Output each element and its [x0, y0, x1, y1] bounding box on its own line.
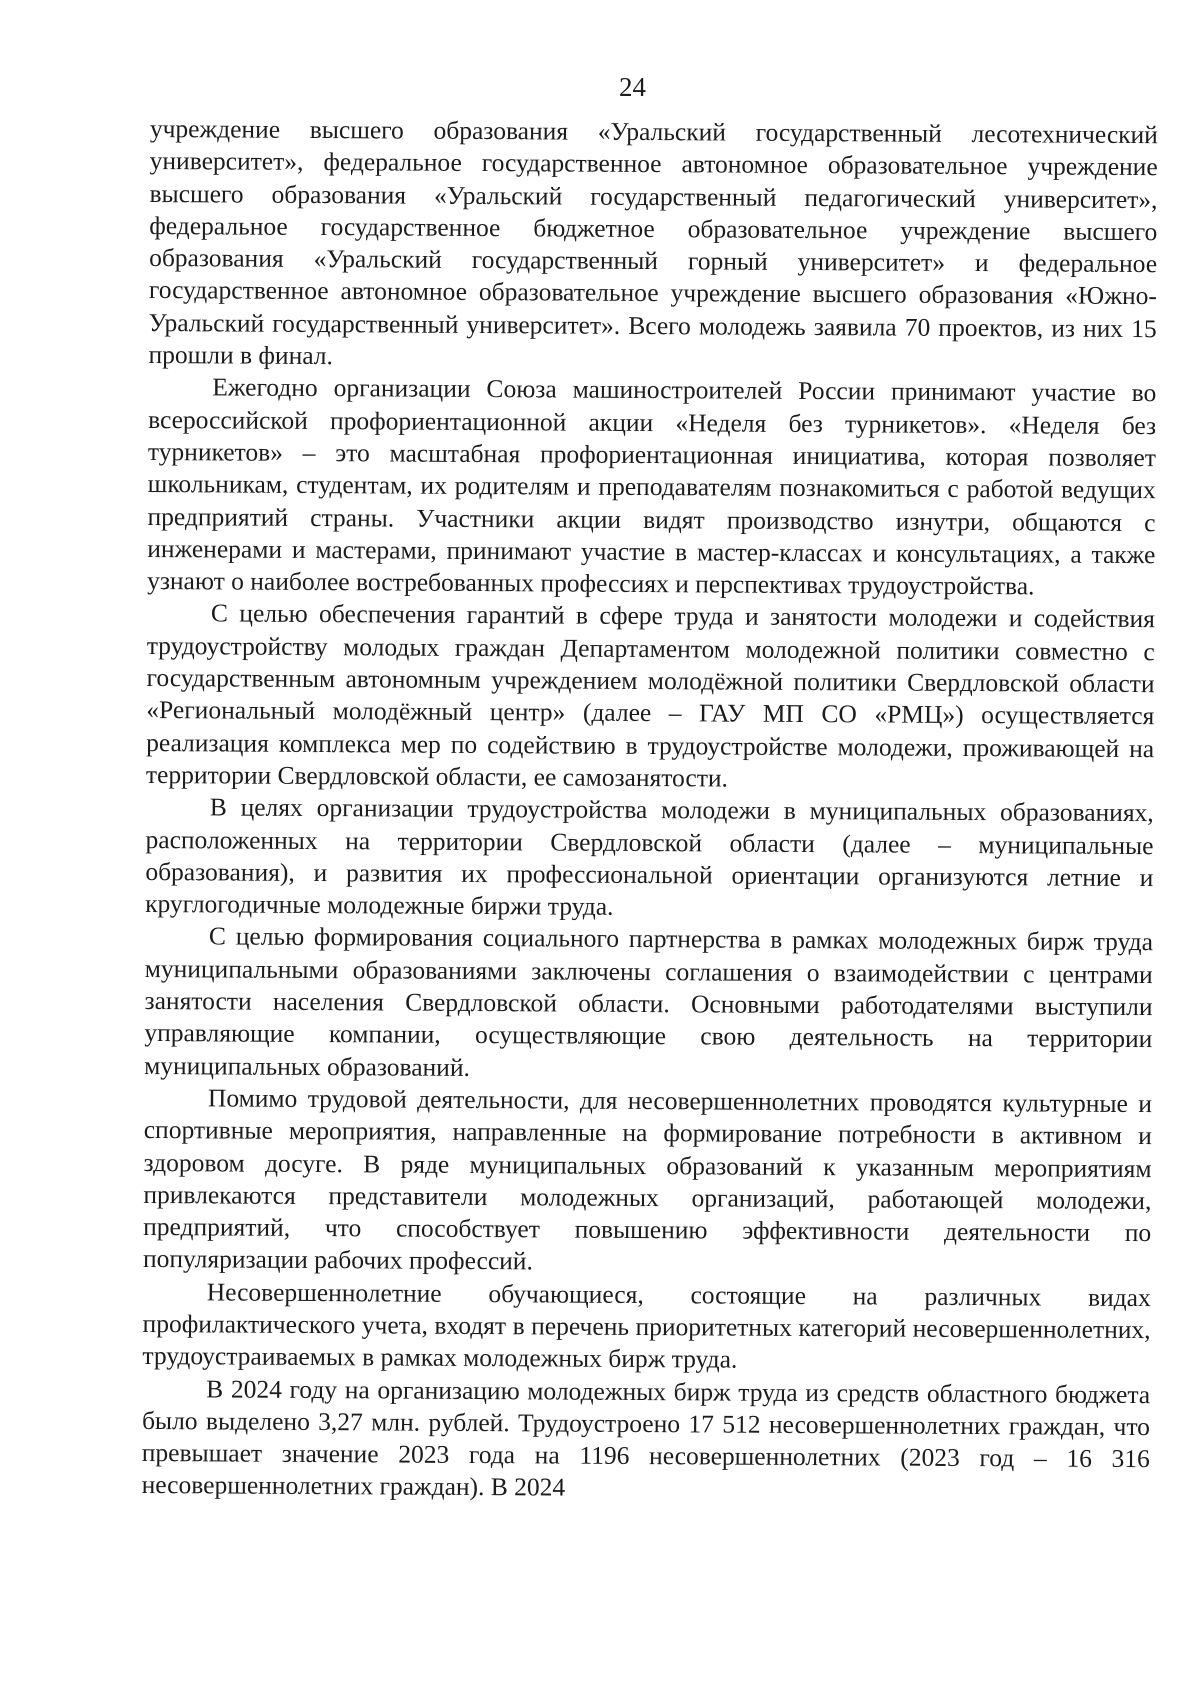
- paragraph-cultural-events: Помимо трудовой деятельности, для несовершеннолетних проводятся культурные и спортивные мероприятия, направленные на формирование потребности в активном и здоровом досуге. В ряде муниципальных образований к указанным мероприятиям привлекаются представители молодежных организаций, работающей молодежи, предприятий, что способствует повышению эффективности деятельности по популяризации рабочих профессий.: [142, 1083, 1153, 1276]
- paragraph-budget-2024: В 2024 году на организацию молодежных бирж труда из средств областного бюджета было выделено 3,27 млн. рублей. Трудоустроено 17 512 несовершеннолетних граждан, что превышает значение 2023 года на 1196 несовершеннолетних (2023 год – 16 316 несовершеннолетних граждан). В 2024: [141, 1373, 1151, 1503]
- document-body: [142, 113, 1158, 1508]
- paragraph-continuation: учреждение высшего образования «Уральский государственный лесотехнический университет», федеральное государственное автономное образовательное учреждение высшего образования «Уральский государственный педагогический университет», федеральное государственное бюджетное образовательное учреждение высшего образования «Уральский государственный горный университет» и федеральное государственное автономное образовательное учреждение высшего образования «Южно-Уральский государственный университет». Всего молодежь заявила 70 проектов, из них 15 прошли в финал.: [148, 113, 1158, 371]
- paragraph-youth-labor-exchanges: В целях организации трудоустройства молодежи в муниципальных образованиях, расположенных на территории Свердловской области (далее – муниципальные образования), и развития их профессиональной ориентации организуются летние и круглогодичные молодежные биржи труда.: [145, 792, 1154, 921]
- paragraph-preventive-registry: Несовершеннолетние обучающиеся, состоящие на различных видах профилактического учета, входят в перечень приоритетных категорий несовершеннолетних, трудоустраиваемых в рамках молодежных бирж труда.: [142, 1277, 1151, 1374]
- page-number: 24: [619, 72, 646, 102]
- paragraph-social-partnership: С целью формирования социального партнерства в рамках молодежных бирж труда муниципальными образованиями заключены соглашения о взаимодействии с центрами занятости населения Свердловской области. Основными работодателями выступили управляющие компании, осуществляющие свою деятельность на территории муниципальных образований.: [144, 921, 1154, 1082]
- paragraph-week-without-turnstiles: Ежегодно организации Союза машиностроителей России принимают участие во всероссийской профориентационной акции «Неделя без турникетов». «Неделя без турникетов» – это масштабная профориентационная инициатива, которая позволяет школьникам, студентам, их родителям и преподавателям познакомиться с работой ведущих предприятий страны. Участники акции видят производство изнутри, общаются с инженерами и мастерами, принимают участие в мастер-классах и консультациях, а также узнают о наиболее востребованных профессиях и перспективах трудоустройства.: [147, 372, 1157, 601]
- paragraph-employment-guarantees: С целью обеспечения гарантий в сфере труда и занятости молодежи и содействия трудоустройству молодых граждан Департаментом молодежной политики совместно с государственным автономным учреждением молодёжной политики Свердловской области «Региональный молодёжный центр» (далее – ГАУ МП СО «РМЦ») осуществляется реализация комплекса мер по содействию в трудоустройстве молодежи, проживающей на территории Свердловской области, ее самозанятости.: [145, 598, 1156, 793]
